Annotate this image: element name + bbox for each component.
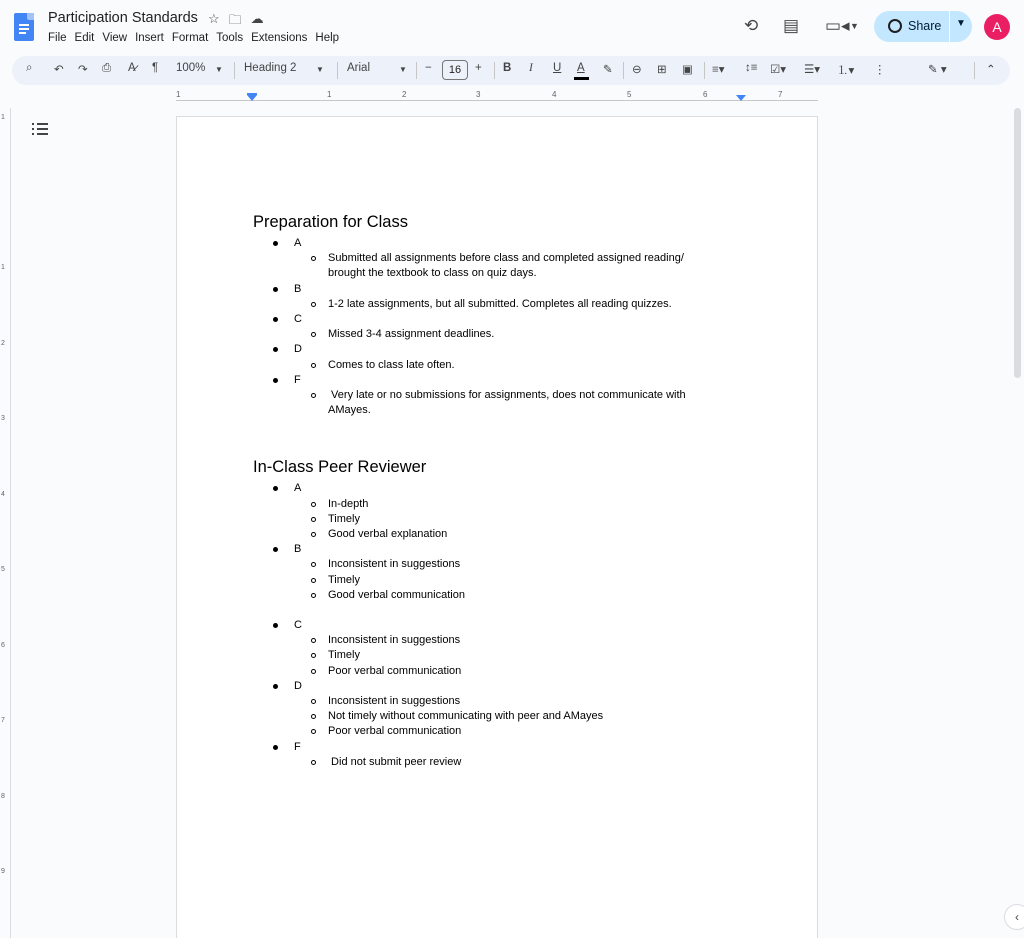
cloud-status-icon[interactable]: ☁: [250, 11, 264, 26]
print-icon[interactable]: ⎙: [102, 62, 112, 74]
hollow-bullet-icon: [311, 578, 316, 583]
italic-button[interactable]: I: [529, 62, 533, 74]
hollow-bullet-icon: [311, 363, 316, 368]
criteria-list-item: [253, 358, 743, 373]
section-heading: In-Class Peer Reviewer: [253, 458, 427, 477]
highlight-color-icon[interactable]: ✎: [603, 64, 613, 76]
criteria-list-item: [253, 694, 743, 709]
comments-icon[interactable]: ▤: [783, 16, 800, 35]
text-color-button[interactable]: A: [577, 62, 585, 74]
criteria-text: Inconsistent in suggestions: [328, 695, 461, 708]
criteria-list-item: [253, 266, 743, 281]
increase-font-size-button[interactable]: +: [475, 62, 482, 74]
toolbar: [12, 56, 1010, 85]
criteria-list-item: [253, 327, 743, 342]
grade-label: D: [294, 343, 302, 356]
vertical-scrollbar[interactable]: [1014, 108, 1021, 378]
bullet-icon: [273, 547, 278, 552]
grade-list-item: [253, 312, 743, 327]
meet-dropdown-icon[interactable]: ▼: [850, 21, 859, 31]
criteria-list-item: [253, 573, 743, 588]
bullet-icon: [273, 378, 278, 383]
bold-button[interactable]: B: [503, 62, 512, 74]
criteria-text: Very late or no submissions for assignments, does not communicate with: [328, 389, 686, 402]
hollow-bullet-icon: [311, 517, 316, 522]
spellcheck-icon[interactable]: A̷: [128, 62, 136, 74]
avatar[interactable]: A: [984, 14, 1010, 40]
bullet-icon: [273, 684, 278, 689]
hollow-bullet-icon: [311, 332, 316, 337]
grade-label: D: [294, 679, 302, 692]
grade-label: A: [294, 237, 302, 249]
hollow-bullet-icon: [311, 653, 316, 658]
section-heading: Preparation for Class: [253, 213, 408, 231]
bullet-icon: [273, 241, 278, 246]
grade-label: F: [294, 740, 301, 753]
criteria-text: brought the textbook to class on quiz days.: [328, 267, 537, 280]
criteria-list-item: [253, 527, 743, 542]
criteria-text: Did not submit peer review: [328, 755, 462, 768]
criteria-list-item: [253, 588, 743, 603]
right-indent-marker[interactable]: [736, 95, 746, 101]
criteria-text: Inconsistent in suggestions: [328, 634, 461, 647]
insert-link-icon[interactable]: ⊖: [632, 64, 642, 76]
menu-file[interactable]: File: [48, 32, 67, 44]
show-side-panel-icon[interactable]: ‹: [1004, 904, 1024, 930]
grade-label: B: [294, 282, 302, 295]
hollow-bullet-icon: [311, 302, 316, 307]
font-size-input[interactable]: 16: [442, 60, 468, 80]
bullet-icon: [273, 486, 278, 491]
criteria-list-item: [253, 664, 743, 679]
grade-label: C: [294, 619, 302, 632]
grade-label: F: [294, 373, 301, 386]
redo-icon[interactable]: ↷: [78, 64, 88, 76]
version-history-icon[interactable]: ⟲: [744, 16, 759, 35]
collapse-menus-icon[interactable]: ⌃: [986, 64, 996, 76]
bulleted-list-icon[interactable]: ☰▾: [804, 64, 821, 76]
criteria-list-item: [253, 709, 743, 724]
decrease-font-size-button[interactable]: −: [425, 62, 432, 74]
criteria-text: Missed 3-4 assignment deadlines.: [328, 328, 495, 341]
hollow-bullet-icon: [311, 760, 316, 765]
checklist-icon[interactable]: ☑▾: [770, 64, 787, 76]
style-dropdown-icon[interactable]: ▼: [316, 65, 324, 74]
bullet-icon: [273, 745, 278, 750]
criteria-text: Good verbal communication: [328, 588, 465, 601]
criteria-text: AMayes.: [328, 404, 371, 417]
menu-edit[interactable]: Edit: [74, 32, 95, 44]
insert-image-icon[interactable]: ▣: [682, 64, 693, 76]
font-dropdown-icon[interactable]: ▼: [399, 65, 407, 74]
hollow-bullet-icon: [311, 593, 316, 598]
hollow-bullet-icon: [311, 393, 316, 398]
docs-logo-icon[interactable]: [14, 13, 34, 41]
hollow-bullet-icon: [311, 562, 316, 567]
share-label: Share: [908, 19, 942, 33]
menu-bar: [48, 32, 343, 44]
criteria-text: Timely: [328, 649, 360, 662]
document-body[interactable]: [253, 211, 743, 770]
hollow-bullet-icon: [311, 714, 316, 719]
bullet-icon: [273, 347, 278, 352]
hollow-bullet-icon: [311, 729, 316, 734]
criteria-text: Timely: [328, 573, 360, 586]
criteria-text: Not timely without communicating with peer and AMayes: [328, 710, 604, 723]
more-options-icon[interactable]: ⋮: [874, 64, 886, 76]
document-title[interactable]: Participation Standards: [48, 10, 198, 26]
criteria-text: Poor verbal communication: [328, 664, 462, 677]
grade-list-item: [253, 618, 743, 633]
hollow-bullet-icon: [311, 256, 316, 261]
zoom-select[interactable]: 100%: [176, 62, 206, 74]
criteria-list-item: [253, 388, 743, 403]
grade-list-item: [253, 236, 743, 251]
criteria-text: 1-2 late assignments, but all submitted. Completes all reading quizzes.: [328, 297, 672, 310]
bullet-icon: [273, 623, 278, 628]
share-button[interactable]: [874, 11, 972, 42]
globe-icon: [888, 19, 902, 33]
numbered-list-icon[interactable]: ⒈▾: [837, 65, 855, 77]
criteria-list-item: [253, 403, 743, 418]
font-select[interactable]: Arial: [347, 62, 371, 74]
grade-label: B: [294, 543, 302, 556]
grade-label: A: [294, 482, 302, 495]
menu-insert[interactable]: Insert: [135, 32, 164, 44]
line-spacing-icon[interactable]: ↕≡: [745, 62, 758, 74]
share-dropdown-icon[interactable]: ▼: [956, 18, 966, 29]
horizontal-ruler[interactable]: 1 1 2 3 4 5 6 7: [176, 90, 818, 104]
criteria-text: Inconsistent in suggestions: [328, 558, 461, 571]
bullet-icon: [273, 287, 278, 292]
menu-tools[interactable]: Tools: [216, 32, 244, 44]
meet-icon[interactable]: ▭◂: [825, 16, 850, 35]
grade-list-item: [253, 373, 743, 388]
move-folder-icon[interactable]: 🗀: [228, 12, 242, 27]
criteria-list-item: [253, 648, 743, 663]
grade-label: C: [294, 313, 302, 326]
align-icon[interactable]: ≡▾: [712, 64, 725, 76]
grade-list-item: [253, 679, 743, 694]
criteria-list-item: [253, 497, 743, 512]
criteria-text: Comes to class late often.: [328, 358, 455, 371]
add-comment-icon[interactable]: ⊞: [657, 64, 667, 76]
criteria-text: Poor verbal communication: [328, 725, 462, 738]
hollow-bullet-icon: [311, 502, 316, 507]
menu-format[interactable]: Format: [171, 32, 209, 44]
grade-list-item: [253, 481, 743, 496]
paint-format-icon[interactable]: ¶: [152, 62, 159, 74]
zoom-dropdown-icon[interactable]: ▼: [215, 65, 223, 74]
grade-list-item: [253, 542, 743, 557]
criteria-text: Submitted all assignments before class and completed assigned reading/: [328, 252, 684, 265]
hollow-bullet-icon: [311, 669, 316, 674]
hollow-bullet-icon: [311, 699, 316, 704]
criteria-list-item: [253, 297, 743, 312]
criteria-text: Good verbal explanation: [328, 528, 448, 541]
criteria-list-item: [253, 557, 743, 572]
grade-list-item: [253, 342, 743, 357]
document-page[interactable]: [176, 116, 818, 938]
criteria-list-item: [253, 512, 743, 527]
grade-list-item: [253, 282, 743, 297]
criteria-text: Timely: [328, 512, 360, 525]
style-select[interactable]: Heading 2: [244, 62, 297, 74]
underline-button[interactable]: U: [553, 62, 562, 74]
hollow-bullet-icon: [311, 638, 316, 643]
undo-icon[interactable]: ↶: [54, 64, 64, 76]
title-bar: [0, 0, 1024, 56]
grade-list-item: [253, 740, 743, 755]
criteria-text: In-depth: [328, 497, 369, 510]
criteria-list-item: [253, 633, 743, 648]
menu-extensions[interactable]: Extensions: [251, 32, 308, 44]
menu-help[interactable]: Help: [315, 32, 340, 44]
search-menus-icon[interactable]: ⌕: [26, 62, 33, 74]
left-indent-marker[interactable]: [247, 95, 257, 101]
criteria-list-item: [253, 251, 743, 266]
vertical-ruler: 1 1 2 3 4 5 6 7 8 9: [0, 108, 12, 938]
criteria-list-item: [253, 755, 743, 770]
menu-view[interactable]: View: [102, 32, 128, 44]
criteria-list-item: [253, 724, 743, 739]
document-outline-icon[interactable]: [32, 122, 48, 136]
hollow-bullet-icon: [311, 532, 316, 537]
star-icon[interactable]: ☆: [208, 11, 220, 26]
bullet-icon: [273, 317, 278, 322]
editing-mode-icon[interactable]: ✎ ▾: [928, 64, 947, 76]
